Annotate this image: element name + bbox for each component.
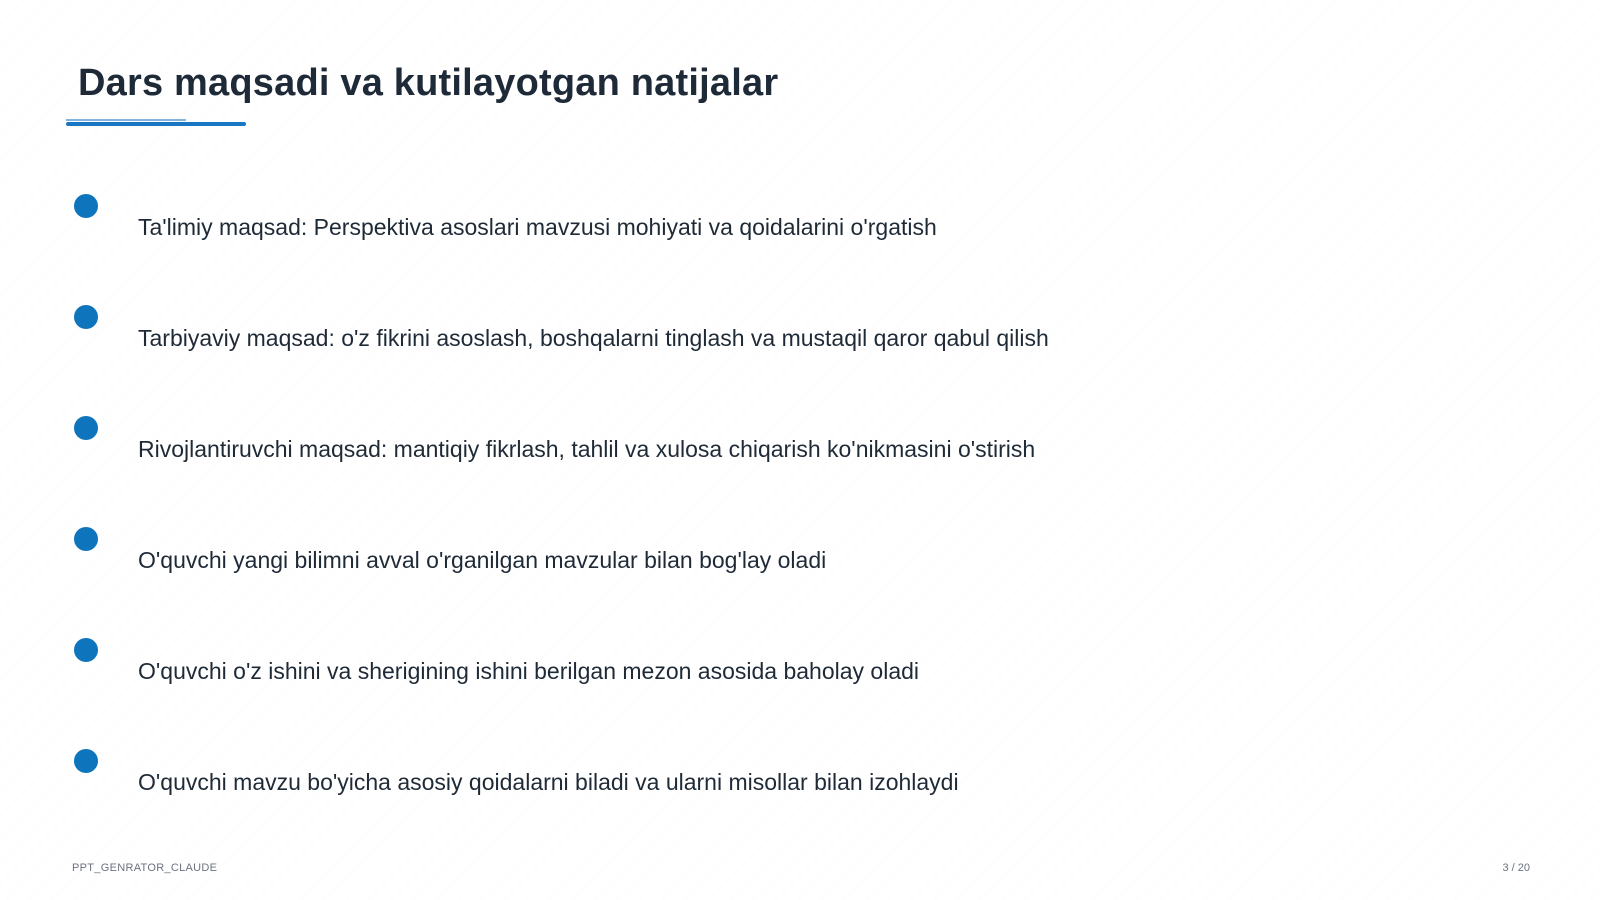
bullet-text: O'quvchi yangi bilimni avval o'rganilgan mavzular bilan bog'lay oladi bbox=[138, 547, 827, 573]
bullet-dot-icon bbox=[74, 527, 98, 551]
bullet-item bbox=[74, 749, 1474, 809]
bullet-dot-icon bbox=[74, 416, 98, 440]
page-indicator: 3 / 20 bbox=[1502, 862, 1530, 874]
bullet-text: Rivojlantiruvchi maqsad: mantiqiy fikrlash, tahlil va xulosa chiqarish ko'nikmasini o'stirish bbox=[138, 436, 1036, 462]
bullet-item bbox=[74, 194, 1474, 254]
bullet-item bbox=[74, 305, 1474, 365]
bullet-text: Ta'limiy maqsad: Perspektiva asoslari mavzusi mohiyati va qoidalarini o'rgatish bbox=[138, 214, 937, 240]
bullet-item bbox=[74, 638, 1474, 698]
slide-title: Dars maqsadi va kutilayotgan natijalar bbox=[78, 62, 779, 104]
footer-source-label: PPT_GENRATOR_CLAUDE bbox=[72, 862, 218, 874]
bullet-item bbox=[74, 416, 1474, 476]
bullet-text: O'quvchi mavzu bo'yicha asosiy qoidalarni biladi va ularni misollar bilan izohlaydi bbox=[138, 769, 959, 795]
bullet-item bbox=[74, 527, 1474, 587]
bullet-dot-icon bbox=[74, 194, 98, 218]
bullet-dot-icon bbox=[74, 749, 98, 773]
bullet-dot-icon bbox=[74, 638, 98, 662]
bullet-dot-icon bbox=[74, 305, 98, 329]
bullet-text: Tarbiyaviy maqsad: o'z fikrini asoslash, boshqalarni tinglash va mustaqil qaror qabul qilish bbox=[138, 325, 1049, 351]
bullet-text: O'quvchi o'z ishini va sherigining ishini berilgan mezon asosida baholay oladi bbox=[138, 658, 920, 684]
